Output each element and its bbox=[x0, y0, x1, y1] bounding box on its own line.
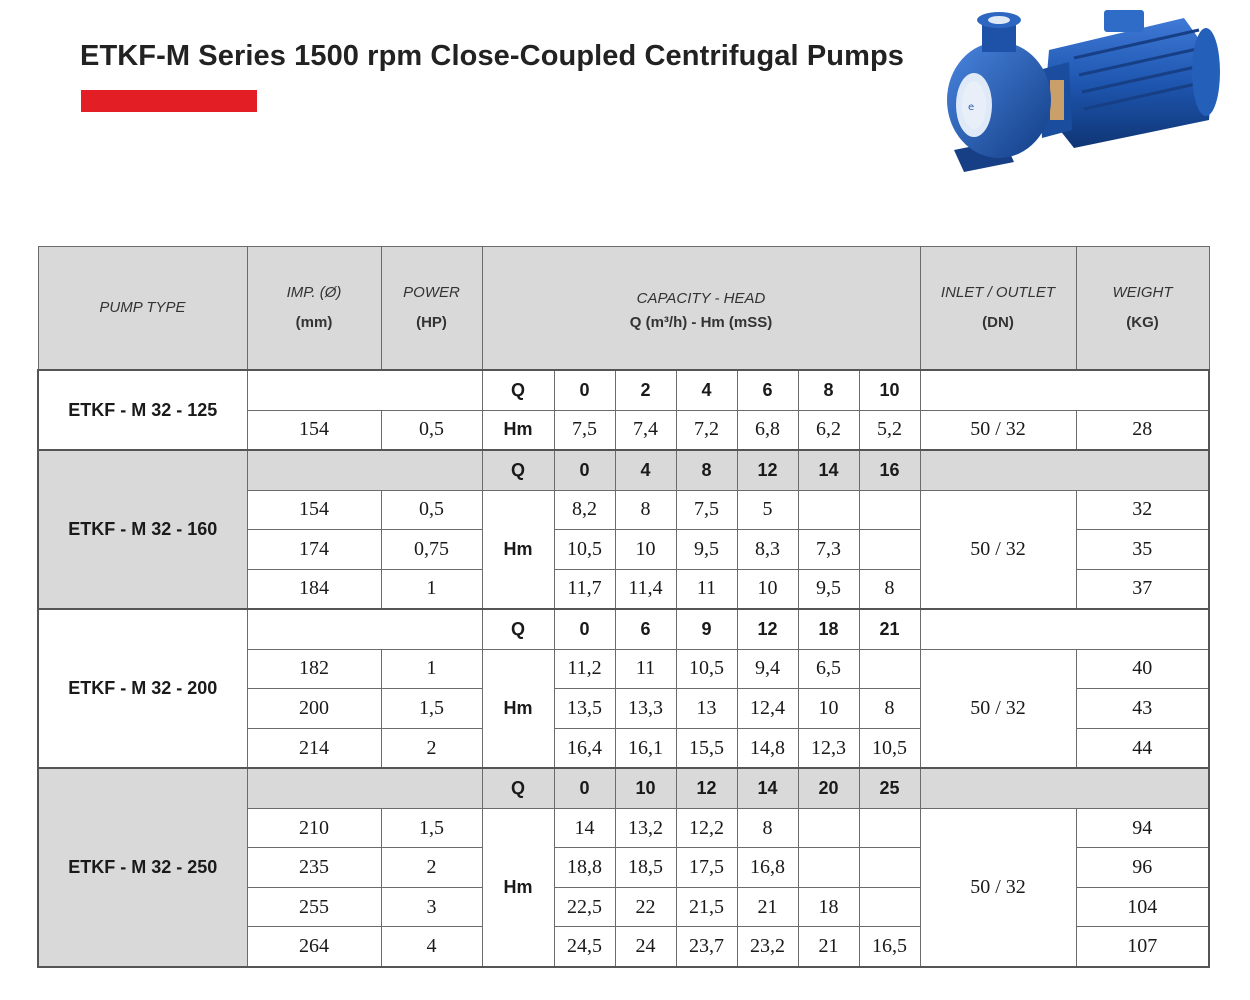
power-cell: 2 bbox=[381, 728, 482, 768]
weight-cell: 104 bbox=[1076, 887, 1209, 927]
imp-cell: 174 bbox=[247, 530, 381, 570]
hm-value bbox=[859, 887, 920, 927]
header-imp-unit: (mm) bbox=[295, 314, 333, 331]
header-pump-type-label: PUMP TYPE bbox=[99, 299, 186, 316]
hm-value: 7,5 bbox=[676, 490, 737, 530]
inlet-outlet-cell: 50 / 32 bbox=[920, 808, 1076, 967]
weight-cell: 43 bbox=[1076, 689, 1209, 729]
hm-value bbox=[859, 848, 920, 888]
blank-cell bbox=[920, 370, 1209, 410]
q-row bbox=[38, 450, 1209, 490]
weight-cell: 96 bbox=[1076, 848, 1209, 888]
hm-value: 8,2 bbox=[554, 490, 615, 530]
hm-value: 13,5 bbox=[554, 689, 615, 729]
hm-value: 5,2 bbox=[859, 410, 920, 450]
hm-value: 21 bbox=[798, 927, 859, 967]
hm-value: 11,7 bbox=[554, 569, 615, 609]
q-label: Q bbox=[482, 768, 554, 808]
q-value: 8 bbox=[798, 370, 859, 410]
q-value: 0 bbox=[554, 450, 615, 490]
hm-value: 10,5 bbox=[554, 530, 615, 570]
blank-cell bbox=[247, 450, 482, 490]
hm-value: 11 bbox=[615, 649, 676, 689]
q-label: Q bbox=[482, 609, 554, 649]
blank-cell bbox=[920, 609, 1209, 649]
q-value: 2 bbox=[615, 370, 676, 410]
header-weight-label: WEIGHT bbox=[1112, 284, 1173, 301]
hm-value bbox=[859, 490, 920, 530]
hm-value: 7,2 bbox=[676, 410, 737, 450]
blank-cell bbox=[247, 609, 482, 649]
blank-cell bbox=[247, 370, 482, 410]
pump-illustration bbox=[944, 0, 1234, 175]
hm-label: Hm bbox=[482, 649, 554, 768]
pump-group bbox=[38, 450, 1209, 609]
hm-value: 9,5 bbox=[798, 569, 859, 609]
weight-cell: 37 bbox=[1076, 569, 1209, 609]
weight-cell: 107 bbox=[1076, 927, 1209, 967]
blank-cell bbox=[920, 768, 1209, 808]
q-value: 18 bbox=[798, 609, 859, 649]
hm-value: 8 bbox=[859, 569, 920, 609]
header-power bbox=[381, 247, 482, 371]
power-cell: 3 bbox=[381, 887, 482, 927]
hm-value: 7,3 bbox=[798, 530, 859, 570]
hm-value: 18,5 bbox=[615, 848, 676, 888]
q-value: 12 bbox=[737, 609, 798, 649]
power-cell: 2 bbox=[381, 848, 482, 888]
q-value: 9 bbox=[676, 609, 737, 649]
hm-value: 16,8 bbox=[737, 848, 798, 888]
q-value: 4 bbox=[615, 450, 676, 490]
inlet-outlet-cell: 50 / 32 bbox=[920, 410, 1076, 450]
q-value: 12 bbox=[737, 450, 798, 490]
power-cell: 1,5 bbox=[381, 689, 482, 729]
imp-cell: 154 bbox=[247, 490, 381, 530]
q-label: Q bbox=[482, 450, 554, 490]
imp-cell: 235 bbox=[247, 848, 381, 888]
hm-value: 24 bbox=[615, 927, 676, 967]
hm-value: 12,2 bbox=[676, 808, 737, 848]
hm-value: 10 bbox=[798, 689, 859, 729]
inlet-outlet-cell: 50 / 32 bbox=[920, 649, 1076, 768]
weight-cell: 28 bbox=[1076, 410, 1209, 450]
q-value: 12 bbox=[676, 768, 737, 808]
hm-value bbox=[859, 649, 920, 689]
q-value: 25 bbox=[859, 768, 920, 808]
header-capacity-label: CAPACITY - HEAD bbox=[636, 290, 766, 307]
table-header bbox=[38, 247, 1209, 371]
header-pump-type bbox=[38, 247, 247, 371]
power-cell: 0,5 bbox=[381, 490, 482, 530]
imp-cell: 182 bbox=[247, 649, 381, 689]
hm-label: Hm bbox=[482, 808, 554, 967]
pump-group bbox=[38, 768, 1209, 967]
hm-value: 10 bbox=[737, 569, 798, 609]
hm-value: 10,5 bbox=[676, 649, 737, 689]
pump-type-cell: ETKF - M 32 - 200 bbox=[38, 609, 247, 768]
power-cell: 1,5 bbox=[381, 808, 482, 848]
power-cell: 4 bbox=[381, 927, 482, 967]
q-value: 20 bbox=[798, 768, 859, 808]
hm-label: Hm bbox=[482, 490, 554, 609]
q-value: 21 bbox=[859, 609, 920, 649]
imp-cell: 264 bbox=[247, 927, 381, 967]
hm-value: 11,4 bbox=[615, 569, 676, 609]
header-weight-unit: (KG) bbox=[1126, 314, 1159, 331]
header-power-label: POWER bbox=[403, 284, 460, 301]
q-row bbox=[38, 768, 1209, 808]
hm-value: 23,2 bbox=[737, 927, 798, 967]
hm-label: Hm bbox=[482, 410, 554, 450]
hm-value: 13,3 bbox=[615, 689, 676, 729]
hm-value: 16,4 bbox=[554, 728, 615, 768]
power-cell: 0,5 bbox=[381, 410, 482, 450]
q-value: 14 bbox=[798, 450, 859, 490]
q-value: 10 bbox=[859, 370, 920, 410]
hm-value: 16,1 bbox=[615, 728, 676, 768]
hm-value: 10 bbox=[615, 530, 676, 570]
hm-value: 17,5 bbox=[676, 848, 737, 888]
power-cell: 1 bbox=[381, 569, 482, 609]
hm-value bbox=[798, 848, 859, 888]
weight-cell: 32 bbox=[1076, 490, 1209, 530]
q-value: 16 bbox=[859, 450, 920, 490]
hm-value: 13,2 bbox=[615, 808, 676, 848]
imp-cell: 210 bbox=[247, 808, 381, 848]
weight-cell: 35 bbox=[1076, 530, 1209, 570]
hm-value: 16,5 bbox=[859, 927, 920, 967]
header-imp bbox=[247, 247, 381, 371]
imp-cell: 214 bbox=[247, 728, 381, 768]
blank-cell bbox=[247, 768, 482, 808]
hm-value: 7,5 bbox=[554, 410, 615, 450]
header-power-unit: (HP) bbox=[416, 314, 447, 331]
header-capacity-unit: Q (m³/h) - Hm (mSS) bbox=[629, 314, 773, 331]
hm-value: 21 bbox=[737, 887, 798, 927]
hm-value: 24,5 bbox=[554, 927, 615, 967]
power-cell: 0,75 bbox=[381, 530, 482, 570]
pump-type-cell: ETKF - M 32 - 160 bbox=[38, 450, 247, 609]
hm-value bbox=[859, 808, 920, 848]
pump-group bbox=[38, 370, 1209, 450]
hm-value: 12,4 bbox=[737, 689, 798, 729]
pump-type-cell: ETKF - M 32 - 250 bbox=[38, 768, 247, 967]
hm-value: 18,8 bbox=[554, 848, 615, 888]
header-inlet-outlet bbox=[920, 247, 1076, 371]
hm-value: 15,5 bbox=[676, 728, 737, 768]
blank-cell bbox=[920, 450, 1209, 490]
hm-value: 14 bbox=[554, 808, 615, 848]
q-value: 6 bbox=[737, 370, 798, 410]
hm-value: 8 bbox=[859, 689, 920, 729]
page-title: ETKF-M Series 1500 rpm Close-Coupled Centrifugal Pumps bbox=[80, 40, 904, 72]
hm-value bbox=[798, 490, 859, 530]
header-weight bbox=[1076, 247, 1209, 371]
hm-value: 9,4 bbox=[737, 649, 798, 689]
q-value: 4 bbox=[676, 370, 737, 410]
hm-value: 18 bbox=[798, 887, 859, 927]
hm-value: 23,7 bbox=[676, 927, 737, 967]
header-inlet-unit: (DN) bbox=[982, 314, 1014, 331]
power-cell: 1 bbox=[381, 649, 482, 689]
imp-cell: 154 bbox=[247, 410, 381, 450]
header-inlet-label: INLET / OUTLET bbox=[940, 284, 1056, 301]
q-value: 6 bbox=[615, 609, 676, 649]
q-value: 14 bbox=[737, 768, 798, 808]
pump-type-cell: ETKF - M 32 - 125 bbox=[38, 370, 247, 450]
hm-value: 11,2 bbox=[554, 649, 615, 689]
weight-cell: 44 bbox=[1076, 728, 1209, 768]
hm-value: 11 bbox=[676, 569, 737, 609]
hm-value: 8,3 bbox=[737, 530, 798, 570]
hm-value: 14,8 bbox=[737, 728, 798, 768]
q-value: 0 bbox=[554, 370, 615, 410]
hm-value: 13 bbox=[676, 689, 737, 729]
header-imp-label: IMP. (Ø) bbox=[286, 284, 342, 301]
q-row bbox=[38, 609, 1209, 649]
q-row bbox=[38, 370, 1209, 410]
hm-value: 22 bbox=[615, 887, 676, 927]
pump-spec-table bbox=[37, 246, 1210, 968]
hm-value: 6,8 bbox=[737, 410, 798, 450]
imp-cell: 200 bbox=[247, 689, 381, 729]
q-value: 0 bbox=[554, 609, 615, 649]
weight-cell: 94 bbox=[1076, 808, 1209, 848]
hm-value: 9,5 bbox=[676, 530, 737, 570]
inlet-outlet-cell: 50 / 32 bbox=[920, 490, 1076, 609]
q-label: Q bbox=[482, 370, 554, 410]
weight-cell: 40 bbox=[1076, 649, 1209, 689]
hm-value: 22,5 bbox=[554, 887, 615, 927]
hm-value bbox=[798, 808, 859, 848]
q-value: 10 bbox=[615, 768, 676, 808]
hm-value: 12,3 bbox=[798, 728, 859, 768]
pump-group bbox=[38, 609, 1209, 768]
hm-value: 7,4 bbox=[615, 410, 676, 450]
header-capacity bbox=[482, 247, 920, 371]
hm-value: 8 bbox=[737, 808, 798, 848]
hm-value: 6,5 bbox=[798, 649, 859, 689]
hm-value: 5 bbox=[737, 490, 798, 530]
accent-bar bbox=[81, 90, 257, 112]
hm-value: 6,2 bbox=[798, 410, 859, 450]
q-value: 0 bbox=[554, 768, 615, 808]
svg-text:e: e bbox=[968, 102, 975, 113]
hm-value: 10,5 bbox=[859, 728, 920, 768]
imp-cell: 184 bbox=[247, 569, 381, 609]
imp-cell: 255 bbox=[247, 887, 381, 927]
hm-value bbox=[859, 530, 920, 570]
hm-value: 8 bbox=[615, 490, 676, 530]
q-value: 8 bbox=[676, 450, 737, 490]
hm-value: 21,5 bbox=[676, 887, 737, 927]
